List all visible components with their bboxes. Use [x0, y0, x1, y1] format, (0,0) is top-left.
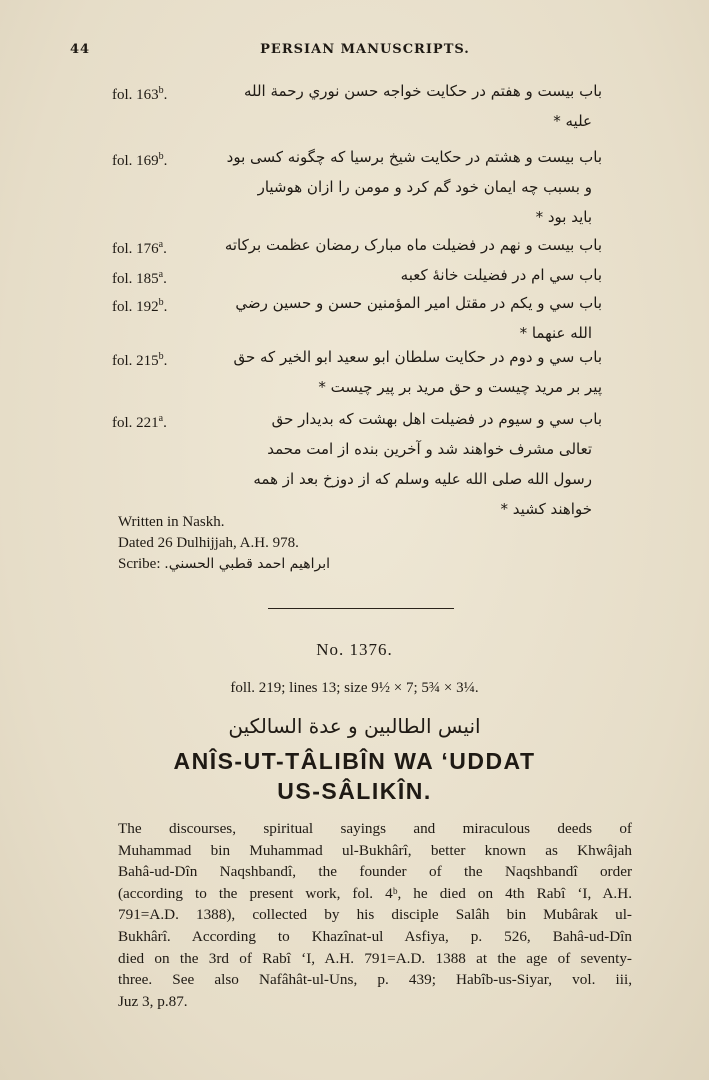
chapter-text-line: تعالی مشرف خواهند شد و آخرین بنده از امت محمد: [267, 440, 592, 458]
scribe-name: ابراهیم احمد قطبي الحسني.: [164, 556, 331, 572]
persian-title: انیس الطالبین و عدة السالکین: [228, 714, 481, 738]
folio-side: a: [158, 239, 164, 250]
written-in: Written in Naskh.: [118, 514, 225, 530]
folio-label: fol. 221$^a$.: [112, 413, 167, 431]
folio-label: fol. 169$^b$.: [112, 151, 168, 169]
chapter-text: [202, 142, 602, 232]
chapter-text-line: باب بیست و هشتم در حکایت شیخ برسیا که چگونه کسی بود: [226, 148, 602, 166]
chapter-text-line: باید بود *: [535, 208, 592, 226]
paragraph-line: Bukhârî. According to Khazînat-ul Asfiya, p. 526, Bahâ-ud-Dîn: [118, 927, 632, 945]
folio-ref: fol. 221: [112, 415, 159, 431]
chapter-text-line: پیر بر مرید چیست و حق مرید بر پیر چیست *: [318, 378, 602, 396]
chapter-text: [202, 404, 602, 524]
chapter-text-line: علیه *: [553, 112, 592, 130]
dated: Dated 26 Dulhijjah, A.H. 978.: [118, 535, 299, 551]
chapter-text-line: باب سي ام در فضیلت خانهٔ کعبه: [400, 266, 602, 284]
folio-label: fol. 192$^b$.: [112, 297, 168, 315]
paragraph-line: 791=A.D. 1388), collected by his disciple Salâh bin Mubârak ul-: [118, 906, 632, 924]
title-line-2: US-SÂLIKÎN.: [277, 778, 432, 804]
paragraph-line: (according to the present work, fol. 4ᵇ, he died on 4th Rabî ‘I, A.H.: [118, 884, 632, 902]
chapter-text-line: باب بیست و نهم در فضیلت ماه مبارک رمضان عظمت برکاته: [224, 236, 602, 254]
folio-side: b: [158, 85, 164, 96]
colophon: [118, 512, 330, 575]
folio-ref: fol. 192: [112, 299, 159, 315]
manuscript-number: No. 1376.: [316, 640, 393, 659]
folio-side: b: [158, 297, 164, 308]
chapter-text-line: الله عنهما *: [519, 324, 592, 342]
folio-ref: fol. 185: [112, 271, 159, 287]
folio-ref: fol. 163: [112, 87, 159, 103]
folio-label: fol. 163$^b$.: [112, 85, 168, 103]
running-title: PERSIAN MANUSCRIPTS.: [260, 42, 470, 57]
chapter-text: [202, 342, 602, 402]
chapter-text: [202, 288, 602, 348]
paragraph-line: The discourses, spiritual sayings and miraculous deeds of: [118, 820, 632, 837]
chapter-text-line: باب سي و سیوم در فضیلت اهل بهشت که بدیدار حق: [271, 410, 602, 428]
folio-side: a: [158, 413, 164, 424]
folio-label: fol. 215$^b$.: [112, 351, 168, 369]
folio-ref: fol. 215: [112, 353, 159, 369]
chapter-text-line: خواهند کشید *: [500, 500, 592, 518]
description-paragraph: [118, 818, 632, 1012]
chapter-text-line: باب بیست و هفتم در حکایت خواجه حسن نوري رحمة الله: [243, 82, 602, 100]
chapter-text-line: رسول الله صلی الله علیه وسلم که از دوزخ بعد از همه: [253, 470, 592, 488]
scribe-line: [118, 554, 330, 575]
folio-side: b: [158, 351, 164, 362]
page-header: [70, 42, 660, 62]
folio-side: b: [158, 151, 164, 162]
paragraph-line: three. See also Nafâhât-ul-Uns, p. 439; Habîb-us-Siyar, vol. iii,: [118, 971, 632, 989]
section-divider: [268, 608, 454, 609]
folio-label: fol. 185$^a$.: [112, 269, 167, 287]
folio-ref: fol. 169: [112, 153, 159, 169]
folio-ref: fol. 176: [112, 241, 159, 257]
scribe-label: Scribe:: [118, 556, 161, 572]
paragraph-line: died on the 3rd of Rabî ‘I, A.H. 791=A.D. 1388 at the age of seventy-: [118, 949, 632, 967]
folio-side: a: [158, 269, 164, 280]
title-line-1: ANÎS-UT-TÂLIBÎN WA ‘UDDAT: [173, 748, 536, 774]
chapter-text-line: باب سي و دوم در حکایت سلطان ابو سعید ابو الخیر که حق: [233, 348, 602, 366]
folio-label: fol. 176$^a$.: [112, 239, 167, 257]
paragraph-line: Muhammad bin Muhammad ul-Bukhârî, better known as Khwâjah: [118, 841, 632, 859]
chapter-text: [202, 260, 602, 290]
manuscript-specs: foll. 219; lines 13; size 9½ × 7; 5¾ × 3¼.: [230, 680, 479, 696]
paragraph-line: Bahâ-ud-Dîn Naqshbandî, the founder of the Naqshbandî order: [118, 863, 632, 881]
chapter-text-line: و بسبب چه ایمان خود گم کرد و مومن را ازان هوشیار: [257, 178, 592, 196]
page-number: 44: [70, 42, 91, 57]
paragraph-line: Juz 3, p.87.: [118, 992, 188, 1010]
chapter-text: [202, 76, 602, 136]
chapter-text-line: باب سي و یکم در مقتل امیر المؤمنین حسن و حسین رضي: [235, 294, 602, 312]
chapter-text: [202, 230, 602, 260]
